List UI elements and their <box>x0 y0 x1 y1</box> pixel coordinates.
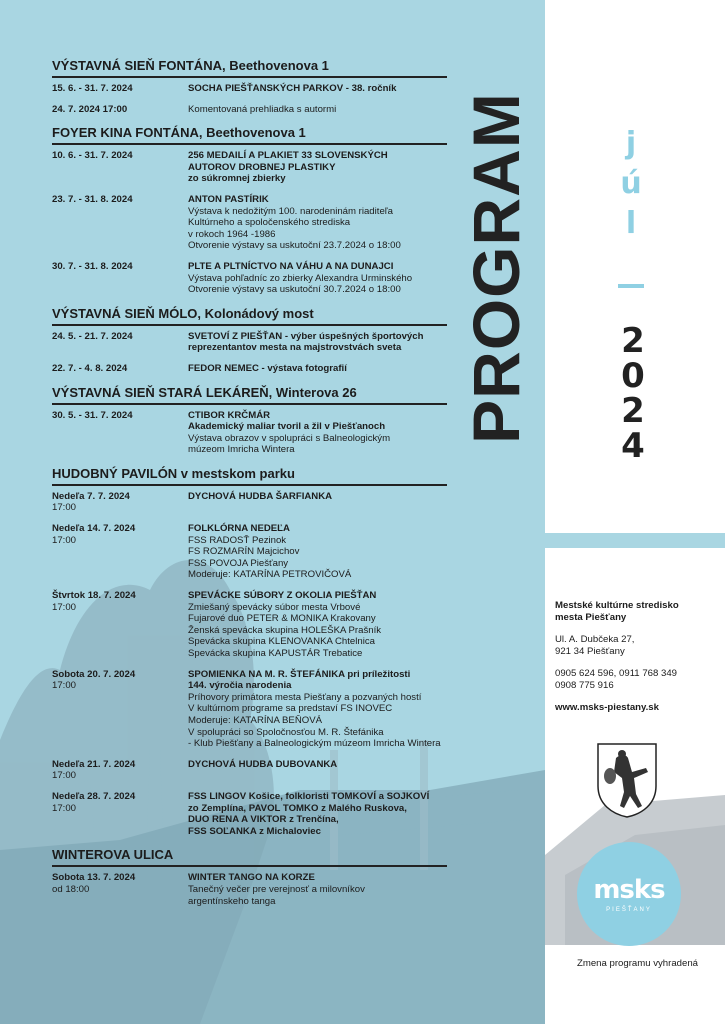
entry-time: 17:00 <box>52 601 77 613</box>
year-digit: 0 <box>621 356 645 396</box>
program-entry <box>52 759 447 782</box>
entry-date-cell <box>52 669 188 750</box>
entry-title: WINTER TANGO NA KORZE <box>188 872 315 884</box>
entry-line: FSS POVOJA Piešťany <box>188 557 289 569</box>
entry-line: FS ROZMARÍN Majcichov <box>188 546 300 558</box>
entry-date-cell <box>52 83 188 95</box>
entry-line: múzeom Imricha Wintera <box>188 444 295 456</box>
program-heading: PROGRAM <box>459 91 533 444</box>
program-section <box>52 847 447 907</box>
msks-logo <box>577 842 681 946</box>
entry-description <box>188 759 447 782</box>
entry-date-cell <box>52 331 188 354</box>
year-digit: 2 <box>621 391 645 431</box>
month-letter: l <box>625 206 637 241</box>
entry-date: 22. 7. - 4. 8. 2024 <box>52 362 128 374</box>
month-label <box>618 124 644 244</box>
entry-description <box>188 363 447 375</box>
entry-line: - Klub Piešťany a Balneologickým múzeom Imricha Wintera <box>188 738 441 750</box>
month-letter: j <box>625 126 637 161</box>
entry-line: Ženská spevácka skupina HOLEŠKA Prašník <box>188 624 382 636</box>
entry-line: Otvorenie výstavy sa uskutoční 23.7.2024 o 18:00 <box>188 240 401 252</box>
entry-date: 30. 7. - 31. 8. 2024 <box>52 260 133 272</box>
entry-time: 17:00 <box>52 502 77 514</box>
entry-date-cell <box>52 491 188 514</box>
entry-line: Spevácka skupina KLENOVANKA Chtelnica <box>188 636 375 648</box>
entry-line-bold: reprezentantov mesta na majstrovstvách sveta <box>188 342 402 354</box>
entry-date-cell <box>52 523 188 581</box>
entry-date: Nedeľa 21. 7. 2024 <box>52 758 136 770</box>
entry-date: Nedeľa 28. 7. 2024 <box>52 790 136 802</box>
entry-line: Moderuje: KATARÍNA PETROVIČOVÁ <box>188 569 352 581</box>
entry-description <box>188 150 447 185</box>
organizer-name: Mestské kultúrne stredisko <box>555 600 679 611</box>
entry-description <box>188 791 447 837</box>
organizer-name-city: mesta Piešťany <box>555 612 627 623</box>
entry-date: 24. 5. - 21. 7. 2024 <box>52 330 133 342</box>
entry-date-cell <box>52 150 188 185</box>
entry-title: SOCHA PIEŠŤANSKÝCH PARKOV - 38. ročník <box>188 83 397 94</box>
entry-title: DYCHOVÁ HUDBA ŠARFIANKA <box>188 490 333 502</box>
program-entry <box>52 410 447 456</box>
program-entry <box>52 872 447 907</box>
program-entry <box>52 491 447 514</box>
entry-line: Príhovory primátora mesta Piešťany a pozvaných hostí <box>188 691 422 703</box>
logo-subtitle: PIEŠŤANY <box>606 907 652 913</box>
entry-line: V spolupráci so Spoločnosťou M. R. Štefánika <box>188 726 384 738</box>
entry-description <box>188 872 447 907</box>
entry-line: Otvorenie výstavy sa uskutoční 30.7.2024 o 18:00 <box>188 284 401 296</box>
entry-date-cell <box>52 791 188 837</box>
program-entry <box>52 791 447 837</box>
entry-date: Sobota 20. 7. 2024 <box>52 668 136 680</box>
entry-date: 10. 6. - 31. 7. 2024 <box>52 150 133 162</box>
program-entry <box>52 590 447 660</box>
entry-line: Moderuje: KATARÍNA BEŇOVÁ <box>188 714 323 726</box>
entry-title: SPEVÁCKE SÚBORY Z OKOLIA PIEŠŤAN <box>188 590 377 602</box>
program-entry <box>52 261 447 296</box>
entry-line: V kultúrnom programe sa predstaví FS INOVEC <box>188 703 393 715</box>
entry-line-bold: zo Zemplína, PAVOL TOMKO z Malého Ruskova, <box>188 802 407 814</box>
program-section <box>52 306 447 375</box>
entry-line: Výstava pohľadníc zo zbierky Alexandra Urminského <box>188 272 413 284</box>
program-entry <box>52 150 447 185</box>
entry-time: 17:00 <box>52 770 77 782</box>
month-letter: ú <box>620 166 642 201</box>
entry-description <box>188 331 447 354</box>
entry-line-bold: AUTOROV DROBNEJ PLASTIKY <box>188 161 336 173</box>
entry-title: PLTE A PLTNÍCTVO NA VÁHU A NA DUNAJCI <box>188 260 394 272</box>
entry-description <box>188 523 447 581</box>
program-entry <box>52 83 447 95</box>
entry-title: 256 MEDAILÍ A PLAKIET 33 SLOVENSKÝCH <box>188 150 388 162</box>
entry-title: DYCHOVÁ HUDBA DUBOVANKA <box>188 758 338 770</box>
entry-date: Sobota 13. 7. 2024 <box>52 872 136 884</box>
organizer-info <box>555 600 720 714</box>
entry-title: FSS LINGOV Košice, folkloristi TOMKOVÍ a SOJKOVÍ <box>188 790 430 802</box>
entry-title: FEDOR NEMEC - výstava fotografií <box>188 362 347 374</box>
entry-description <box>188 104 447 116</box>
entry-date: Nedeľa 7. 7. 2024 <box>52 490 130 502</box>
program-section <box>52 125 447 296</box>
entry-description <box>188 491 447 514</box>
year-digit: 2 <box>621 321 645 361</box>
program-change-note: Zmena programu vyhradená <box>576 958 699 969</box>
entry-title: FOLKLÓRNA NEDEĽA <box>188 523 290 535</box>
program-section <box>52 385 447 456</box>
program-entry <box>52 194 447 252</box>
entry-line: Fujarové duo PETER & MONIKA Krakovany <box>188 613 376 625</box>
program-entry <box>52 331 447 354</box>
logo-mark: msks <box>593 875 665 905</box>
section-title: FOYER KINA FONTÁNA, Beethovenova 1 <box>52 125 447 145</box>
entry-date-cell <box>52 759 188 782</box>
entry-date: 24. 7. 2024 17:00 <box>52 103 128 115</box>
entry-date: Nedeľa 14. 7. 2024 <box>52 523 136 535</box>
program-section <box>52 58 447 115</box>
entry-title: ANTON PASTÍRIK <box>188 193 269 205</box>
program-entry <box>52 669 447 750</box>
year-digit: 4 <box>621 426 645 466</box>
entry-date-cell <box>52 194 188 252</box>
entry-line: argentínskeho tanga <box>188 895 276 907</box>
entry-description <box>188 261 447 296</box>
section-title: HUDOBNÝ PAVILÓN v mestskom parku <box>52 466 447 486</box>
section-title: VÝSTAVNÁ SIEŇ STARÁ LEKÁREŇ, Winterova 26 <box>52 385 447 405</box>
entry-title: SPOMIENKA NA M. R. ŠTEFÁNIKA pri príležitosti <box>188 668 411 680</box>
entry-line-bold: zo súkromnej zbierky <box>188 173 286 185</box>
entry-title: CTIBOR KRČMÁR <box>188 409 271 421</box>
entry-description <box>188 83 447 95</box>
entry-date: 23. 7. - 31. 8. 2024 <box>52 193 133 205</box>
entry-date: 15. 6. - 31. 7. 2024 <box>52 83 133 94</box>
entry-date-cell <box>52 410 188 456</box>
program-entry <box>52 104 447 116</box>
entry-line-bold: Akademický maliar tvoril a žil v Piešťanoch <box>188 421 386 433</box>
entry-line: v rokoch 1964 -1986 <box>188 228 276 240</box>
city-crest-icon <box>596 742 658 818</box>
entry-time: od 18:00 <box>52 883 90 895</box>
website-link[interactable]: www.msks-piestany.sk <box>555 702 659 713</box>
year-label <box>616 321 650 466</box>
entry-line: FSS RADOSŤ Pezinok <box>188 534 287 546</box>
entry-description <box>188 669 447 750</box>
section-title: WINTEROVA ULICA <box>52 847 447 867</box>
entry-description <box>188 590 447 660</box>
entry-line: Spevácka skupina KAPUSTÁR Trebatice <box>188 648 363 659</box>
entry-time: 17:00 <box>52 802 77 814</box>
entry-date-cell <box>52 590 188 660</box>
entry-line: Zmiešaný spevácky súbor mesta Vrbové <box>188 601 361 613</box>
section-title: VÝSTAVNÁ SIEŇ MÓLO, Kolonádový most <box>52 306 447 326</box>
entry-title: SVETOVÍ Z PIEŠŤAN - výber úspešných športových <box>188 330 424 342</box>
address-line: 921 34 Piešťany <box>555 646 625 657</box>
entry-description <box>188 194 447 252</box>
entry-line: Komentovaná prehliadka s autormi <box>188 103 337 115</box>
entry-date-cell <box>52 363 188 375</box>
entry-time: 17:00 <box>52 680 77 692</box>
entry-date-cell <box>52 261 188 296</box>
entry-date-cell <box>52 104 188 116</box>
entry-line-bold: FSS SOĽANKA z Michaloviec <box>188 825 321 837</box>
program-section <box>52 466 447 837</box>
entry-date: 30. 5. - 31. 7. 2024 <box>52 409 133 421</box>
entry-date-cell <box>52 872 188 907</box>
entry-line: Kultúrneho a spoločenského strediska <box>188 217 351 229</box>
entry-line: Výstava obrazov v spolupráci s Balneologickým <box>188 432 391 444</box>
program-entry <box>52 523 447 581</box>
address-line: Ul. A. Dubčeka 27, <box>555 634 635 645</box>
program-entry <box>52 363 447 375</box>
entry-description <box>188 410 447 456</box>
entry-line: Tanečný večer pre verejnosť a milovníkov <box>188 883 365 895</box>
entry-date: Štvrtok 18. 7. 2024 <box>52 590 136 602</box>
phone-line: 0908 775 916 <box>555 680 614 691</box>
entry-time: 17:00 <box>52 534 77 546</box>
entry-line: Výstava k nedožitým 100. narodeninám riaditeľa <box>188 205 393 217</box>
phone-line: 0905 624 596, 0911 768 349 <box>555 668 677 679</box>
entry-line-bold: 144. výročia narodenia <box>188 680 292 692</box>
program-content <box>52 58 447 917</box>
section-title: VÝSTAVNÁ SIEŇ FONTÁNA, Beethovenova 1 <box>52 58 447 78</box>
month-divider <box>618 284 644 288</box>
entry-line-bold: DUO RENA A VIKTOR z Trenčína, <box>188 814 339 826</box>
